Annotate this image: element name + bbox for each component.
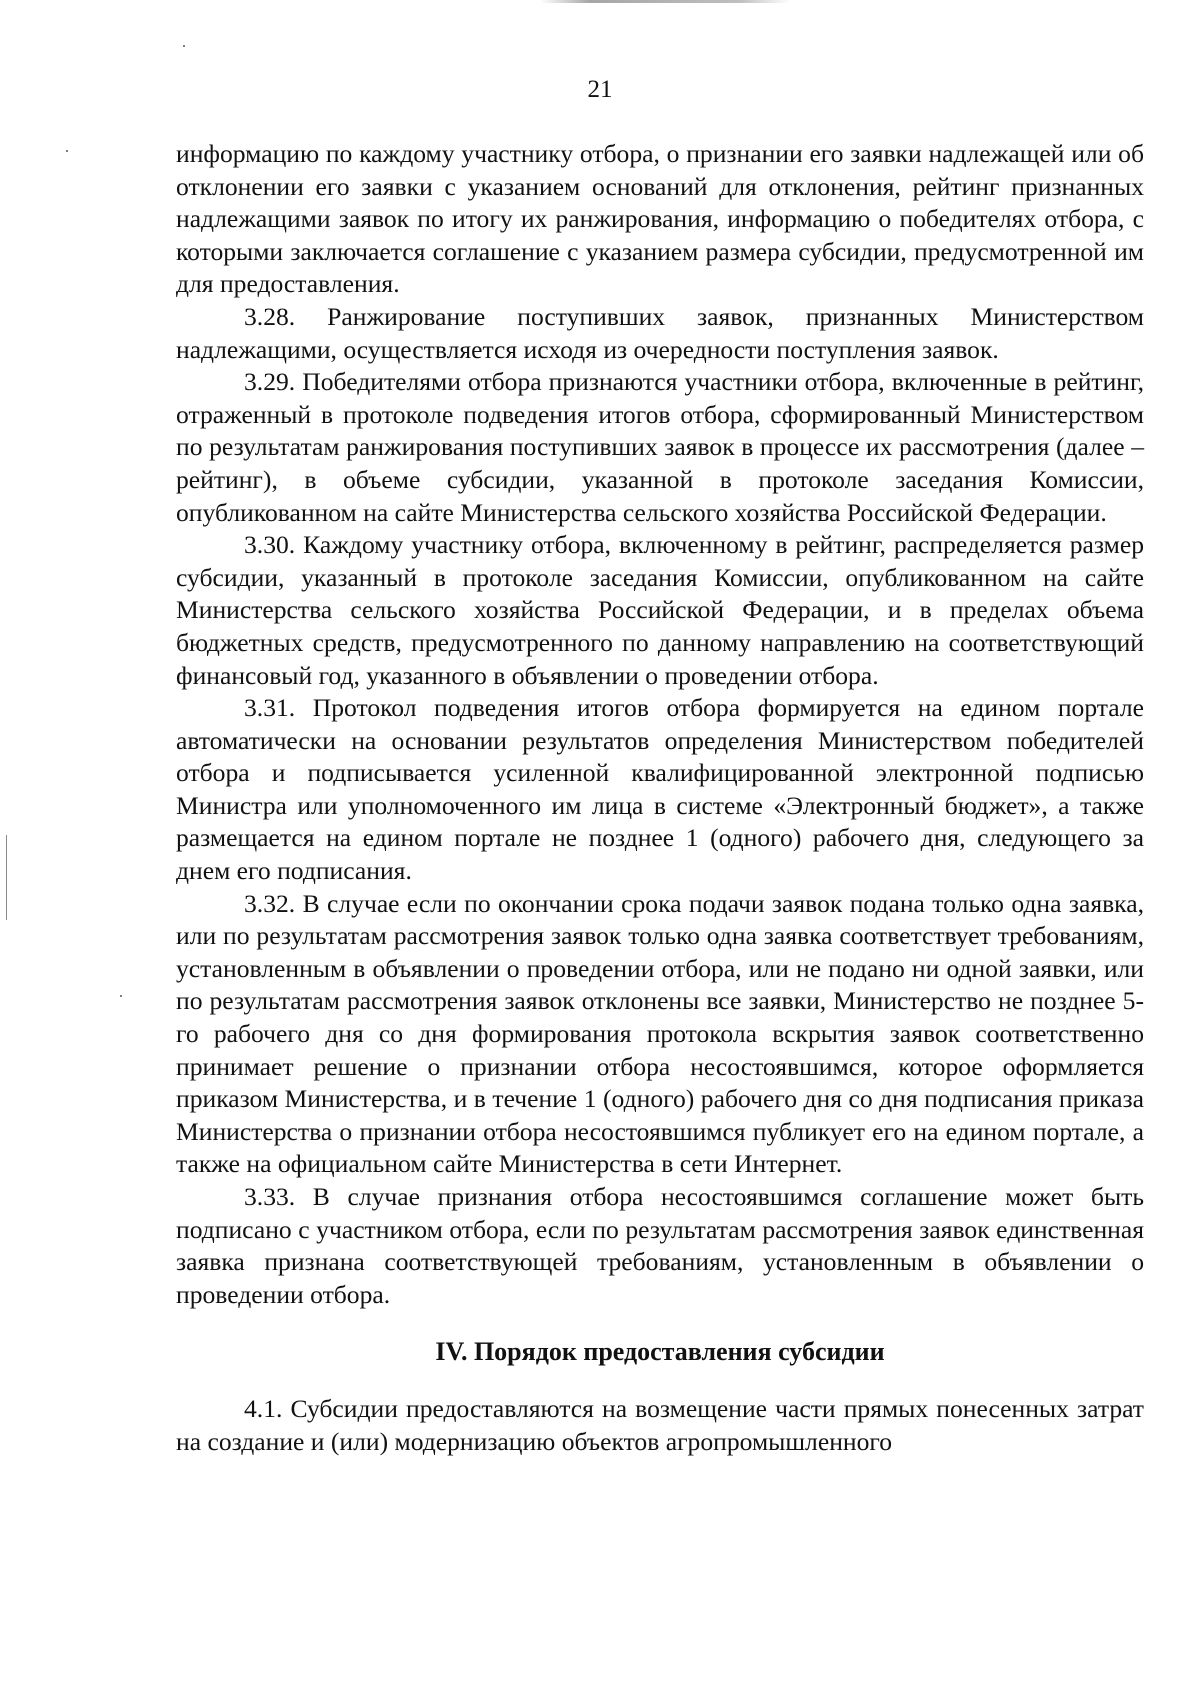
section-heading: IV. Порядок предоставления субсидии [435,1337,885,1367]
scan-edge-line [6,835,7,920]
paragraph-3-31: 3.31. Протокол подведения итогов отбора формируется на едином портале автоматически на основании результатов определения Министерством победителей отбора и подписывается усиленной квалифицированной электронной подписью Министра или уполномоченного им лица в системе «Электронный бюджет», а также размещается на едином портале не позднее 1 (одного) рабочего дня, следующего за днем его подписания. [176,693,1144,886]
paragraph-3-28: 3.28. Ранжирование поступивших заявок, признанных Министерством надлежащими, осуществляется исходя из очередности поступления заявок. [176,301,1144,364]
paragraph-3-33: 3.33. В случае признания отбора несостоявшимся соглашение может быть подписано с участником отбора, если по результатам рассмотрения заявок единственная заявка признана соответствующей требованиям, установленным в объявлении о проведении отбора. [176,1182,1144,1309]
scan-speck [183,45,185,47]
paragraph-continuation: информацию по каждому участнику отбора, о признании его заявки надлежащей или об отклонении его заявки с указанием оснований для отклонения, рейтинг признанных надлежащими заявок по итогу их ранжирования, информацию о победителях отбора, с которыми заключается соглашение с указанием размера субсидии, предусмотренной им для предоставления. [176,139,1144,299]
paragraph-4-1: 4.1. Субсидии предоставляются на возмещение части прямых понесенных затрат на создание и (или) модернизацию объектов агропромышленного [176,1394,1144,1456]
document-body [176,138,1144,1459]
scan-speck [66,150,68,152]
paragraph-3-32: 3.32. В случае если по окончании срока подачи заявок подана только одна заявка, или по результатам рассмотрения заявок только одна заявка соответствует требованиям, установленным в объявлении о проведении отбора, или не подано ни одной заявки, или по результатам рассмотрения заявок отклонены все заявки, Министерство не позднее 5-го рабочего дня со дня формирования протокола вскрытия заявок соответственно принимает решение о признании отбора несостоявшимся, которое оформляется приказом Министерства, и в течение 1 (одного) рабочего дня со дня подписания приказа Министерства о признании отбора несостоявшимся публикует его на едином портале, а также на официальном сайте Министерства в сети Интернет. [176,888,1144,1179]
paragraph-3-29: 3.29. Победителями отбора признаются участники отбора, включенные в рейтинг, отраженный в протоколе подведения итогов отбора, сформированный Министерством по результатам ранжирования поступивших заявок в процессе их рассмотрения (далее – рейтинг), в объеме субсидии, указанной в протоколе заседания Комиссии, опубликованном на сайте Министерства сельского хозяйства Российской Федерации. [176,367,1144,527]
scan-speck [120,995,122,997]
paragraph-3-30: 3.30. Каждому участнику отбора, включенному в рейтинг, распределяется размер субсидии, указанный в протоколе заседания Комиссии, опубликованном на сайте Министерства сельского хозяйства Российской Федерации, и в пределах объема бюджетных средств, предусмотренного по данному направлению на соответствующий финансовый год, указанного в объявлении о проведении отбора. [176,530,1144,690]
page-number: 21 [587,76,613,103]
scan-artifact-top [540,0,790,3]
